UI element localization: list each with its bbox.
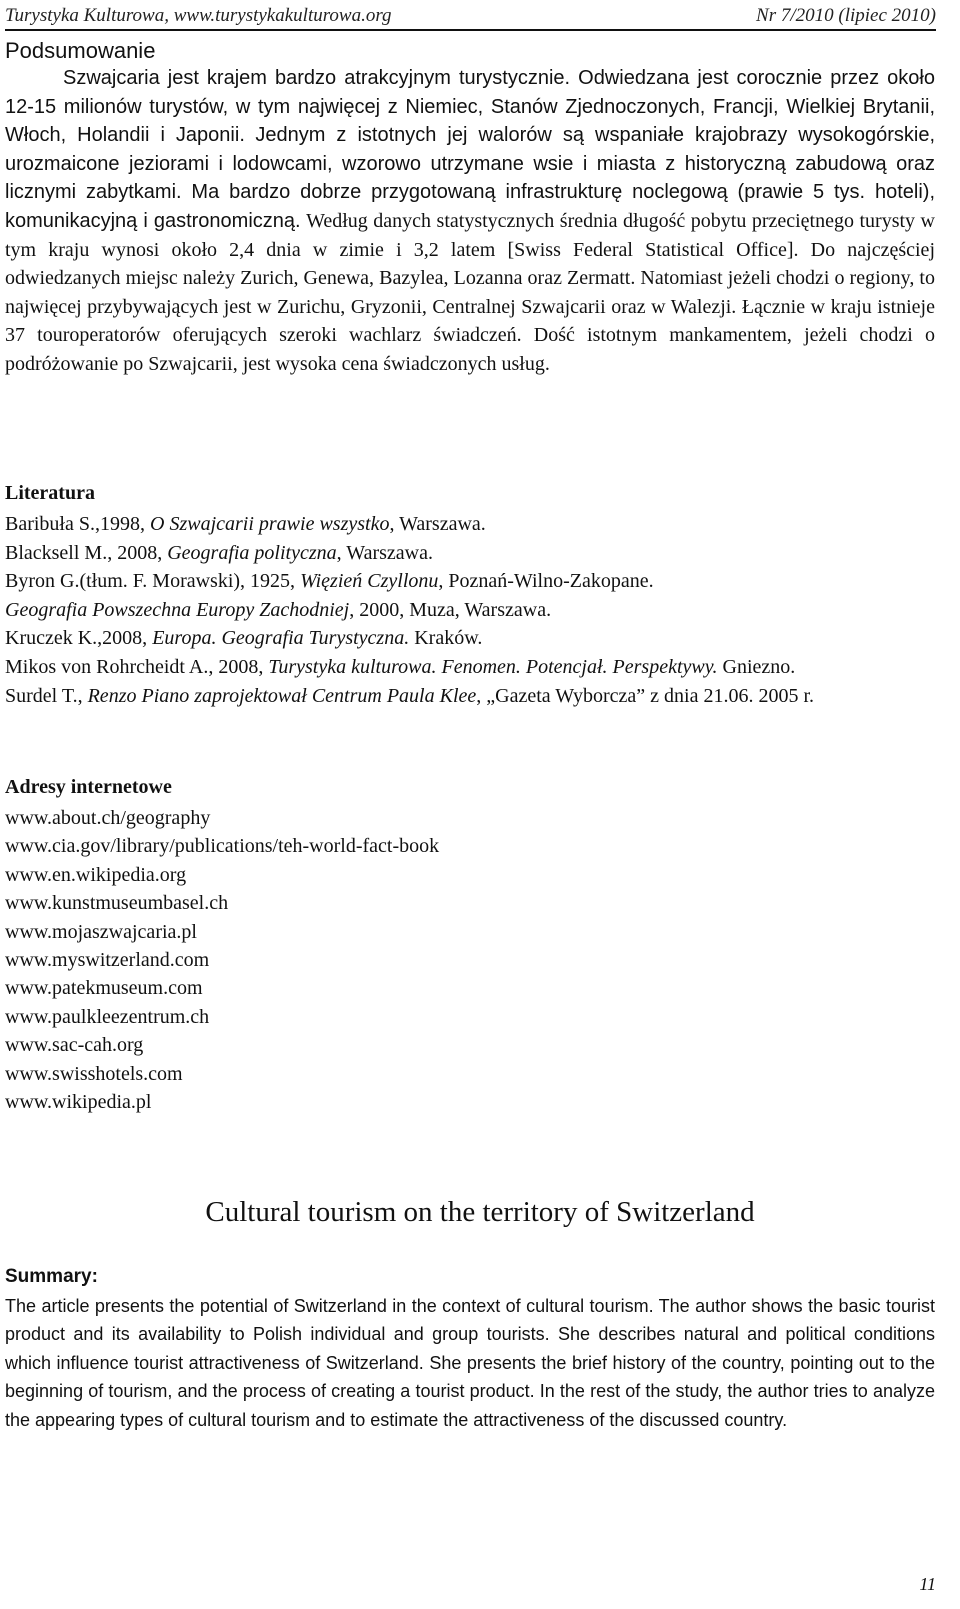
paragraph-part-2: Jednym z istotnych jej walorów są wspaniałe krajobrazy wysokogórskie, urozmaicone jeziorami i lodowcami, wzorowo utrzymane wsie i miasta z historyczną zabudową oraz licznymi zabytkami. Ma bardzo dobrze przygotowaną infrastrukturę noclegową (prawie 5 tys. hoteli), komunikacyjną i gastronomiczną. [5,124,936,232]
websites-list [5,804,439,1116]
website-link[interactable]: www.cia.gov/library/publications/teh-world-fact-book [5,835,440,858]
summary-text: The article presents the potential of Switzerland in the context of cultural tourism. The author shows the basic tourist product and its availability to Polish individual and group tourists. She describes natural and political conditions which influence tourist attractiveness of Switzerland. She presents the brief history of the country, pointing out to the beginning of tourism, and the process of creating a tourist product. In the rest of the study, the author tries to analyze the appearing types of cultural tourism and to estimate the attractiveness of the discussed country. [5,1296,935,1430]
website-link[interactable]: www.en.wikipedia.org [5,863,187,886]
literature-item: Baribuła S.,1998, O Szwajcarii prawie wszystko, Warszawa. [5,513,486,535]
website-link[interactable]: www.about.ch/geography [5,807,211,829]
literature-item: Byron G.(tłum. F. Morawski), 1925, Więzień Czyllonu, Poznań-Wilno-Zakopane. [5,570,654,593]
issue-number: Nr 7/2010 (lipiec 2010) [756,5,936,26]
website-link[interactable]: www.myswitzerland.com [5,949,210,972]
websites-heading: Adresy internetowe [5,776,172,798]
paragraph-part-1: Szwajcaria jest krajem bardzo atrakcyjnym turystycznie. Odwiedzana jest corocznie przez około 12-15 milionów turystów, w tym najwięcej z Niemiec, Stanów Zjednoczonych, Francji, Wielkiej Brytanii, Włoch, Holandii i Japonii. [5,67,935,147]
page-number: 11 [919,1574,936,1594]
literature-item: Mikos von Rohrcheidt A., 2008, Turystyka kulturowa. Fenomen. Potencjał. Perspektywy. Gniezno. [5,655,796,678]
literature-list [5,510,935,710]
literature-item: Blacksell M., 2008, Geografia polityczna, Warszawa. [5,541,433,564]
summary-paragraph-pl [5,64,935,379]
literature-item: Kruczek K.,2008, Europa. Geografia Turystyczna. Kraków. [5,627,483,650]
website-link[interactable]: www.swisshotels.com [5,1062,183,1085]
literature-item: Geografia Powszechna Europy Zachodniej, 2000, Muza, Warszawa. [5,598,552,621]
website-link[interactable]: www.paulkleezentrum.ch [5,1005,210,1028]
website-link[interactable]: www.patekmuseum.com [5,977,203,1000]
website-link[interactable]: www.wikipedia.pl [5,1091,152,1114]
summary-heading: Summary: [5,1266,98,1287]
section-title: Podsumowanie [5,38,156,63]
literature-heading: Literatura [5,482,95,504]
english-title: Cultural tourism on the territory of Switzerland [205,1196,755,1228]
literature-item: Surdel T., Renzo Piano zaprojektował Centrum Paula Klee, „Gazeta Wyborcza” z dnia 21.06. 2005 r. [5,684,814,707]
website-link[interactable]: www.sac-cah.org [5,1034,144,1057]
website-link[interactable]: www.mojaszwajcaria.pl [5,920,197,943]
running-header [5,0,936,31]
website-link[interactable]: www.kunstmuseumbasel.ch [5,892,229,915]
journal-title: Turystyka Kulturowa, www.turystykakulturowa.org [5,5,392,26]
paragraph-part-3: Według danych statystycznych średnia długość pobytu przeciętnego turysty w tym kraju wynosi około 2,4 dnia w zimie i 3,2 latem [Swiss Federal Statistical Office]. Do najczęściej odwiedzanych miejsc należy Zurich, Genewa, Bazylea, Lozanna oraz Zermatt. Natomiast jeżeli chodzi o regiony, to najwięcej przybywających jest w Zurichu, Gryzonii, Centralnej Szwajcarii oraz w Walezji. Łącznie w kraju istnieje 37 touroperatorów oferujących szeroki wachlarz świadczeń. Dość istotnym mankamentem, jeżeli chodzi o podróżowanie po Szwajcarii, jest wysoka cena świadczonych usług. [5,209,935,375]
